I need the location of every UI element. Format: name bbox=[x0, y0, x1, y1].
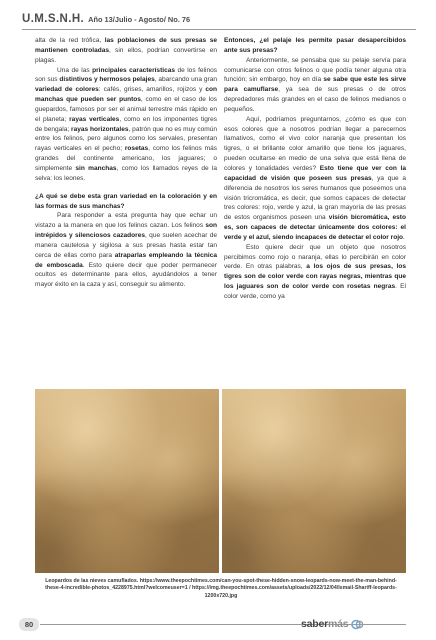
logo-text-mas: más bbox=[328, 618, 349, 630]
sabermas-logo bbox=[301, 616, 413, 632]
question-camouflage: Entonces, ¿el pelaje les permite pasar desapercibidos ante sus presas? bbox=[224, 37, 406, 54]
page-header bbox=[22, 13, 416, 27]
header-rule bbox=[22, 29, 416, 30]
paragraph-camouflage: Anteriormente, se pensaba que su pelaje servía para comunicarse con otros felinos o que podía tener alguna otra función; sin embargo, hoy en día se sabe que este les sirve para camuflarse, ya sea de sus presas o de otros depredadores más grandes en el caso de felinos medianos o pequeños. bbox=[224, 56, 406, 113]
right-column bbox=[224, 36, 406, 302]
logo-text-saber: saber bbox=[301, 618, 329, 630]
photo-caption: Leopardos de las nieves camuflados. https://www.theepochtimes.com/can-you-spot-these-hidden-snow-leopards-now-meet-the-man-behind-these-4-incredible-photos_4228975.html?welcomeuser=1 / https://img.theepochtimes.com/assets/uploads/2022/12/04/Ismail-Shariff-leopards-1200x720.jpg bbox=[45, 578, 397, 599]
paragraph-hunting: Para responder a esta pregunta hay que echar un vistazo a la manera en que los felinos cazan. Los felinos son intrépidos y silenciosos cazadores, que suelen acechar de manera cautelosa y sigilosa a sus presas hasta estar tan cerca de ellas como para atraparlas empleando la técnica de emboscada. Esto quiere decir que poder permanecer ocultos es determinante para ellos, ayudándolos a tener mayor éxito en la caza y así, conseguir su alimento. bbox=[35, 212, 218, 289]
page-number: 80 bbox=[19, 618, 39, 631]
paragraph-perception: Esto quiere decir que un objeto que nosotros percibimos como rojo o naranja, ellas lo percibirán en color verde. En otras palabras, a los ojos de sus presas, los tigres son de color verde con rayas negras, mientras que los jaguares son de color verde con rosetas negras. El color verde, como ya bbox=[224, 243, 406, 300]
issue-info: Año 13/Julio - Agosto/ No. 76 bbox=[88, 15, 191, 24]
paragraph-vision: Aquí, podríamos preguntarnos, ¿cómo es que con esos colores que a nosotros podrían llegar a parecernos llamativos, como el vivo color naranja que presentan los tigres, o el brillante color amarillo que tiene los jaguares, pueden ocultarse en medio de una selva que está llena de colores y tonalidades verdes? Esto tiene que ver con la capacidad de visión que poseen sus presas, ya que a diferencia de nosotros los seres humanos que poseemos una visión tricromática, es decir, que somos capaces de detectar tres colores: rojo, verde y azul, la gran mayoría de las presas de estos organismos poseen una visión bicromática, esto es, son capaces de detectar únicamente dos colores: el verde y el azul, siendo incapaces de detectar el color rojo. bbox=[224, 115, 406, 241]
question-variety: ¿A qué se debe esta gran variedad en la coloración y en las formas de sus manchas? bbox=[35, 192, 217, 210]
paragraph-trophic: alta de la red trófica, las poblaciones de sus presas se mantienen controladas, sin ellos, podrían convertirse en plagas. bbox=[35, 37, 217, 64]
snow-leopards-photo bbox=[35, 389, 406, 573]
photo-panel-left bbox=[35, 389, 219, 573]
logo-mark-icon bbox=[351, 618, 364, 631]
photo-panel-right bbox=[222, 389, 406, 573]
journal-brand: U.M.S.N.H. bbox=[22, 13, 85, 25]
left-column bbox=[35, 36, 217, 290]
paragraph-coat-patterns: Una de las principales características de los felinos son sus distintivos y hermosos pelajes, abarcando una gran variedad de colores: cafés, grises, amarillos, rojizos y con manchas que pueden ser puntos, como en el caso de los guepardos, famosos por ser el animal terrestre más rápido en el planeta; rayas verticales, como en los imponentes tigres de bengala; rayas horizontales, patrón que no es muy común entre los felinos, pero algunos como los servales, presentan rayas verticales en el pecho; rosetas, como los felinos más grandes del continente americano, los jaguares; o simplemente sin manchas, como los llamados reyes de la selva: los leones. bbox=[35, 66, 218, 182]
